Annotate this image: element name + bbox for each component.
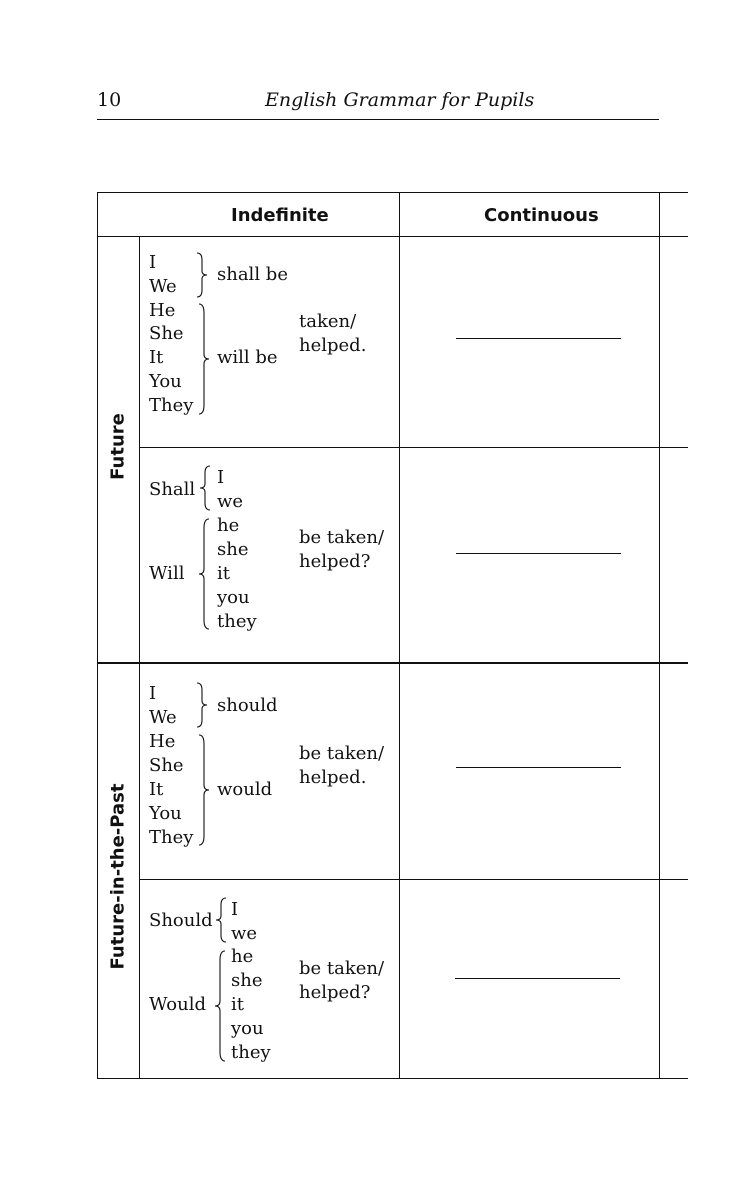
continuous-column-border: [659, 192, 660, 1079]
pronoun: You: [149, 803, 182, 824]
auxiliary: Would: [149, 994, 206, 1015]
continuous-blank-line: [456, 338, 621, 339]
page-number: 10: [97, 89, 122, 111]
pronoun: I: [231, 899, 239, 920]
pronoun: you: [231, 1018, 264, 1039]
pronoun: She: [149, 323, 184, 344]
pronoun: They: [149, 827, 194, 848]
pronoun: she: [231, 970, 263, 991]
section-label-future: Future: [107, 413, 129, 480]
verb-form: helped.: [299, 767, 367, 788]
auxiliary: Will: [149, 563, 185, 584]
pronoun: She: [149, 755, 184, 776]
verb-form: helped?: [299, 551, 371, 572]
pronoun: He: [149, 300, 176, 321]
right-brace-icon: [198, 303, 212, 415]
pronoun: He: [149, 731, 176, 752]
pronoun: I: [149, 683, 157, 704]
auxiliary: Should: [149, 910, 213, 931]
section-divider: [97, 662, 688, 664]
right-brace-icon: [196, 682, 210, 728]
table-top-border: [97, 192, 688, 193]
pronoun: he: [217, 515, 240, 536]
pronoun: I: [217, 467, 225, 488]
pronoun: they: [231, 1042, 271, 1063]
auxiliary: Shall: [149, 479, 196, 500]
pronoun: she: [217, 539, 249, 560]
pronoun: he: [231, 946, 254, 967]
continuous-blank-line: [456, 767, 621, 768]
left-brace-icon: [215, 897, 227, 943]
header-rule: [97, 119, 659, 120]
column-header-indefinite: Indefinite: [231, 205, 329, 226]
pronoun: it: [217, 563, 230, 584]
pronoun: They: [149, 395, 194, 416]
pronoun: It: [149, 779, 164, 800]
verb-form: helped?: [299, 982, 371, 1003]
auxiliary: will be: [217, 347, 278, 368]
continuous-blank-line: [456, 553, 621, 554]
table-bottom-border: [97, 1078, 688, 1079]
right-brace-icon: [196, 252, 210, 298]
verb-form: be taken/: [299, 958, 385, 979]
pronoun: they: [217, 611, 257, 632]
right-brace-icon: [198, 734, 212, 846]
pronoun: I: [149, 252, 157, 273]
left-brace-icon: [199, 465, 211, 511]
table-left-border: [97, 192, 98, 1079]
verb-form: be taken/: [299, 743, 385, 764]
left-brace-icon: [198, 518, 210, 630]
table-header-border: [97, 236, 688, 237]
future-row-divider: [139, 447, 688, 448]
indefinite-column-border: [399, 192, 400, 1079]
fitp-row-divider: [139, 879, 688, 880]
label-column-border: [139, 236, 140, 1079]
verb-form: helped.: [299, 335, 367, 356]
pronoun: It: [149, 347, 164, 368]
book-title: English Grammar for Pupils: [265, 89, 535, 111]
auxiliary: would: [217, 779, 273, 800]
continuous-blank-line: [455, 978, 620, 979]
left-brace-icon: [214, 950, 226, 1062]
auxiliary: should: [217, 695, 278, 716]
pronoun: you: [217, 587, 250, 608]
verb-form: taken/: [299, 311, 357, 332]
column-header-continuous: Continuous: [484, 205, 599, 226]
pronoun: we: [217, 491, 244, 512]
pronoun: We: [149, 707, 177, 728]
pronoun: You: [149, 371, 182, 392]
auxiliary: shall be: [217, 264, 288, 285]
section-label-future-in-the-past: Future-in-the-Past: [107, 783, 129, 970]
pronoun: it: [231, 994, 244, 1015]
pronoun: We: [149, 276, 177, 297]
verb-form: be taken/: [299, 527, 385, 548]
pronoun: we: [231, 923, 258, 944]
